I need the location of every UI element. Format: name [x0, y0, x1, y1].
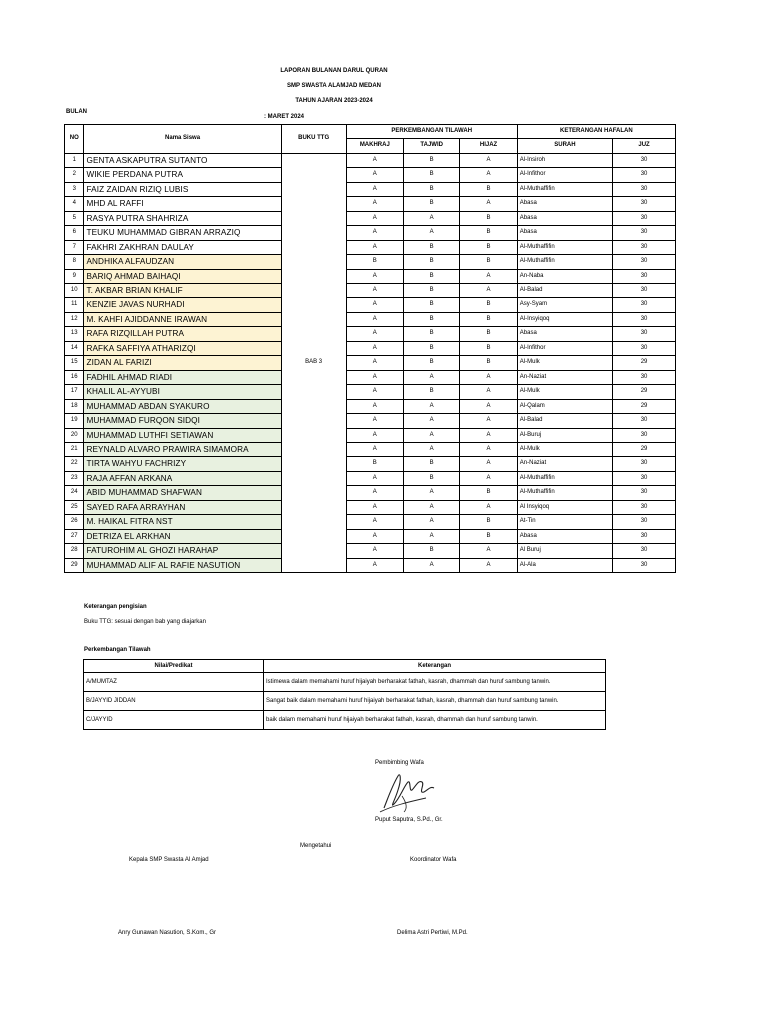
row-number: 2 [65, 168, 84, 182]
row-number: 16 [65, 370, 84, 384]
makhraj-grade: A [346, 414, 403, 428]
makhraj-grade: A [346, 226, 403, 240]
makhraj-grade: A [346, 168, 403, 182]
table-row [65, 255, 676, 269]
table-row [65, 385, 676, 399]
col-ket-header: Keterangan [264, 660, 606, 673]
table-row [65, 399, 676, 413]
tajwid-grade: B [404, 298, 460, 312]
predikat-nilai: C/JAYYID [84, 711, 264, 730]
surah-value: Al-Balad [517, 414, 612, 428]
row-number: 3 [65, 182, 84, 196]
hijaz-grade: B [460, 529, 517, 543]
table-row [65, 370, 676, 384]
makhraj-grade: A [346, 153, 403, 167]
col-nama-header: Nama Siswa [84, 125, 281, 154]
makhraj-grade: A [346, 240, 403, 254]
surah-value: Al-Muthaffifin [517, 182, 612, 196]
row-number: 13 [65, 327, 84, 341]
surah-value: At-Tin [517, 515, 612, 529]
row-number: 19 [65, 414, 84, 428]
row-number: 24 [65, 486, 84, 500]
tajwid-grade: A [404, 515, 460, 529]
tajwid-grade: B [404, 269, 460, 283]
makhraj-grade: A [346, 356, 403, 370]
surah-value: Al Buruj [517, 544, 612, 558]
makhraj-grade: A [346, 197, 403, 211]
student-name: BARIQ AHMAD BAIHAQI [84, 269, 281, 283]
surah-value: Al-Insyiqoq [517, 312, 612, 326]
row-number: 22 [65, 457, 84, 471]
row-number: 28 [65, 544, 84, 558]
hijaz-grade: A [460, 428, 517, 442]
tilawah-heading: Perkembangan Tilawah [84, 647, 151, 653]
pembimbing-label: Pembimbing Wafa [375, 760, 424, 766]
tajwid-grade: A [404, 558, 460, 572]
hijaz-grade: B [460, 255, 517, 269]
title-line-2: SMP SWASTA ALAMJAD MEDAN [286, 83, 381, 89]
makhraj-grade: A [346, 529, 403, 543]
table-row [65, 544, 676, 558]
makhraj-grade: A [346, 385, 403, 399]
table-row [65, 515, 676, 529]
makhraj-grade: A [346, 558, 403, 572]
surah-value: An-Naziat [517, 457, 612, 471]
col-buku-header: BUKU TTG [281, 125, 346, 154]
tajwid-grade: B [404, 197, 460, 211]
predikat-row [84, 711, 606, 730]
table-row [65, 226, 676, 240]
student-name: ZIDAN AL FARIZI [84, 356, 281, 370]
hijaz-grade: A [460, 370, 517, 384]
row-number: 25 [65, 500, 84, 514]
col-no-header: NO [65, 125, 84, 154]
surah-value: Al-Infithor [517, 168, 612, 182]
student-name: FATUROHIM AL GHOZI HARAHAP [84, 544, 281, 558]
tajwid-grade: A [404, 428, 460, 442]
col-makhraj-header: MAKHRAJ [346, 139, 403, 153]
col-hijaz-header: HIJAZ [460, 139, 517, 153]
col-tajwid-header: TAJWID [404, 139, 460, 153]
tajwid-grade: B [404, 327, 460, 341]
hijaz-grade: A [460, 168, 517, 182]
report-table-body [65, 153, 676, 572]
table-row [65, 442, 676, 456]
makhraj-grade: A [346, 544, 403, 558]
student-name: SAYED RAFA ARRAYHAN [84, 500, 281, 514]
row-number: 7 [65, 240, 84, 254]
table-row [65, 356, 676, 370]
hijaz-grade: B [460, 226, 517, 240]
hijaz-grade: A [460, 385, 517, 399]
juz-value: 30 [613, 414, 676, 428]
row-number: 9 [65, 269, 84, 283]
table-row [65, 182, 676, 196]
group-tilawah-header: PERKEMBANGAN TILAWAH [346, 125, 517, 139]
juz-value: 30 [613, 255, 676, 269]
juz-value: 30 [613, 370, 676, 384]
report-table [64, 124, 676, 573]
student-name: MUHAMMAD FURQON SIDQI [84, 414, 281, 428]
juz-value: 30 [613, 515, 676, 529]
hijaz-grade: A [460, 500, 517, 514]
student-name: FAIZ ZAIDAN RIZIQ LUBIS [84, 182, 281, 196]
hijaz-grade: A [460, 153, 517, 167]
student-name: TIRTA WAHYU FACHRIZY [84, 457, 281, 471]
tajwid-grade: A [404, 486, 460, 500]
tajwid-grade: B [404, 341, 460, 355]
tajwid-grade: A [404, 500, 460, 514]
hijaz-grade: A [460, 283, 517, 297]
table-row [65, 312, 676, 326]
table-row [65, 558, 676, 572]
surah-value: An-Naba [517, 269, 612, 283]
row-number: 6 [65, 226, 84, 240]
kepala-name: Anry Gunawan Nasution, S.Kom., Gr [118, 930, 217, 936]
juz-value: 29 [613, 399, 676, 413]
row-number: 14 [65, 341, 84, 355]
student-name: GENTA ASKAPUTRA SUTANTO [84, 153, 281, 167]
notes-heading: Keterangan pengisian [84, 604, 147, 610]
table-row [65, 486, 676, 500]
surah-value: Al-Infithor [517, 341, 612, 355]
surah-value: Abasa [517, 197, 612, 211]
juz-value: 30 [613, 327, 676, 341]
col-surah-header: SURAH [517, 139, 612, 153]
tajwid-grade: A [404, 226, 460, 240]
student-name: T. AKBAR BRIAN KHALIF [84, 283, 281, 297]
juz-value: 30 [613, 341, 676, 355]
surah-value: Abasa [517, 529, 612, 543]
table-row [65, 500, 676, 514]
hijaz-grade: B [460, 356, 517, 370]
surah-value: Al-Mulk [517, 356, 612, 370]
col-nilai-header: Nilai/Predikat [84, 660, 264, 673]
juz-value: 30 [613, 529, 676, 543]
student-name: ANDHIKA ALFAUDZAN [84, 255, 281, 269]
surah-value: Al-Ala [517, 558, 612, 572]
hijaz-grade: B [460, 240, 517, 254]
surah-value: Al-Muthaffifin [517, 255, 612, 269]
predikat-nilai: B/JAYYID JIDDAN [84, 692, 264, 711]
pembimbing-name: Puput Saputra, S.Pd., Gr. [375, 817, 443, 823]
makhraj-grade: A [346, 442, 403, 456]
table-row [65, 529, 676, 543]
bulan-label: BULAN [66, 109, 87, 115]
student-name: MUHAMMAD ALIF AL RAFIE NASUTION [84, 558, 281, 572]
tajwid-grade: B [404, 457, 460, 471]
juz-value: 30 [613, 500, 676, 514]
makhraj-grade: B [346, 457, 403, 471]
table-row [65, 211, 676, 225]
predikat-ket: Istimewa dalam memahami huruf hijaiyah berharakat fathah, kasrah, dhammah dan huruf sambung tanwin. [264, 673, 606, 692]
juz-value: 30 [613, 269, 676, 283]
hijaz-grade: B [460, 486, 517, 500]
tajwid-grade: A [404, 399, 460, 413]
surah-value: Abasa [517, 211, 612, 225]
row-number: 21 [65, 442, 84, 456]
makhraj-grade: A [346, 428, 403, 442]
surah-value: Al-Muthaffifin [517, 486, 612, 500]
row-number: 8 [65, 255, 84, 269]
student-name: TEUKU MUHAMMAD GIBRAN ARRAZIQ [84, 226, 281, 240]
hijaz-grade: B [460, 515, 517, 529]
student-name: M. KAHFI AJIDDANNE IRAWAN [84, 312, 281, 326]
juz-value: 30 [613, 182, 676, 196]
table-row [65, 197, 676, 211]
student-name: RAFKA SAFFIYA ATHARIZQI [84, 341, 281, 355]
koordinator-name: Delima Astri Pertiwi, M.Pd. [397, 930, 468, 936]
row-number: 20 [65, 428, 84, 442]
table-row [65, 341, 676, 355]
row-number: 15 [65, 356, 84, 370]
tajwid-grade: A [404, 442, 460, 456]
surah-value: Al-Mulk [517, 442, 612, 456]
predikat-row [84, 692, 606, 711]
makhraj-grade: A [346, 327, 403, 341]
bulan-value: : MARET 2024 [264, 114, 305, 120]
title-line-3: TAHUN AJARAN 2023-2024 [295, 98, 373, 104]
hijaz-grade: A [460, 558, 517, 572]
student-name: RASYA PUTRA SHAHRIZA [84, 211, 281, 225]
row-number: 23 [65, 471, 84, 485]
buku-ttg-value: BAB 3 [281, 153, 346, 572]
juz-value: 29 [613, 356, 676, 370]
makhraj-grade: A [346, 298, 403, 312]
student-name: KENZIE JAVAS NURHADI [84, 298, 281, 312]
student-name: KHALIL AL-AYYUBI [84, 385, 281, 399]
makhraj-grade: A [346, 500, 403, 514]
hijaz-grade: B [460, 298, 517, 312]
hijaz-grade: A [460, 197, 517, 211]
student-name: RAFA RIZQILLAH PUTRA [84, 327, 281, 341]
surah-value: Al Insyiqoq [517, 500, 612, 514]
tajwid-grade: B [404, 385, 460, 399]
student-name: FADHIL AHMAD RIADI [84, 370, 281, 384]
makhraj-grade: B [346, 255, 403, 269]
student-name: MUHAMMAD ABDAN SYAKURO [84, 399, 281, 413]
tajwid-grade: A [404, 414, 460, 428]
table-row [65, 457, 676, 471]
tajwid-grade: A [404, 211, 460, 225]
tajwid-grade: B [404, 312, 460, 326]
signature-image [378, 768, 448, 816]
makhraj-grade: A [346, 370, 403, 384]
juz-value: 30 [613, 486, 676, 500]
makhraj-grade: A [346, 283, 403, 297]
surah-value: Al-Muthaffifin [517, 240, 612, 254]
predikat-table [83, 659, 606, 730]
student-name: WIKIE PERDANA PUTRA [84, 168, 281, 182]
table-row [65, 471, 676, 485]
title-line-1: LAPORAN BULANAN DARUL QURAN [280, 68, 388, 74]
row-number: 17 [65, 385, 84, 399]
hijaz-grade: B [460, 327, 517, 341]
table-row [65, 283, 676, 297]
row-number: 10 [65, 283, 84, 297]
predikat-body [84, 673, 606, 730]
surah-value: Abasa [517, 327, 612, 341]
tajwid-grade: A [404, 529, 460, 543]
row-number: 5 [65, 211, 84, 225]
mengetahui-label: Mengetahui [300, 843, 332, 849]
row-number: 29 [65, 558, 84, 572]
tajwid-grade: B [404, 356, 460, 370]
hijaz-grade: A [460, 457, 517, 471]
student-name: M. HAIKAL FITRA NST [84, 515, 281, 529]
juz-value: 30 [613, 153, 676, 167]
predikat-ket: baik dalam memahami huruf hijaiyah berharakat fathah, kasrah, dhammah dan huruf sambung tanwin. [264, 711, 606, 730]
makhraj-grade: A [346, 312, 403, 326]
tajwid-grade: B [404, 240, 460, 254]
juz-value: 30 [613, 197, 676, 211]
makhraj-grade: A [346, 182, 403, 196]
surah-value: Abasa [517, 226, 612, 240]
makhraj-grade: A [346, 471, 403, 485]
hijaz-grade: B [460, 312, 517, 326]
group-hafalan-header: KETERANGAN HAFALAN [517, 125, 675, 139]
tajwid-grade: B [404, 544, 460, 558]
tajwid-grade: B [404, 153, 460, 167]
hijaz-grade: B [460, 341, 517, 355]
juz-value: 29 [613, 442, 676, 456]
hijaz-grade: A [460, 414, 517, 428]
makhraj-grade: A [346, 269, 403, 283]
table-row [65, 240, 676, 254]
makhraj-grade: A [346, 211, 403, 225]
surah-value: Al-Qalam [517, 399, 612, 413]
hijaz-grade: A [460, 442, 517, 456]
row-number: 1 [65, 153, 84, 167]
juz-value: 30 [613, 298, 676, 312]
juz-value: 30 [613, 558, 676, 572]
student-name: ABID MUHAMMAD SHAFWAN [84, 486, 281, 500]
student-name: FAKHRI ZAKHRAN DAULAY [84, 240, 281, 254]
predikat-header-row [84, 660, 606, 673]
hijaz-grade: B [460, 182, 517, 196]
juz-value: 30 [613, 312, 676, 326]
tajwid-grade: B [404, 182, 460, 196]
col-juz-header: JUZ [613, 139, 676, 153]
row-number: 11 [65, 298, 84, 312]
student-name: DETRIZA EL ARKHAN [84, 529, 281, 543]
row-number: 12 [65, 312, 84, 326]
table-row [65, 168, 676, 182]
table-row [65, 327, 676, 341]
surah-value: Al-Mulk [517, 385, 612, 399]
student-name: MHD AL RAFFI [84, 197, 281, 211]
tajwid-grade: B [404, 168, 460, 182]
makhraj-grade: A [346, 515, 403, 529]
surah-value: An-Naziat [517, 370, 612, 384]
row-number: 18 [65, 399, 84, 413]
row-number: 27 [65, 529, 84, 543]
predikat-row [84, 673, 606, 692]
juz-value: 30 [613, 211, 676, 225]
hijaz-grade: B [460, 211, 517, 225]
table-row [65, 153, 676, 167]
juz-value: 30 [613, 226, 676, 240]
student-name: RAJA AFFAN ARKANA [84, 471, 281, 485]
header-row-1 [65, 125, 676, 139]
hijaz-grade: A [460, 269, 517, 283]
predikat-ket: Sangat baik dalam memahami huruf hijaiyah berharakat fathah, kasrah, dhammah dan huruf sambung tanwin. [264, 692, 606, 711]
kepala-label: Kepala SMP Swasta Al Amjad [129, 857, 209, 863]
hijaz-grade: A [460, 471, 517, 485]
hijaz-grade: A [460, 399, 517, 413]
tajwid-grade: B [404, 255, 460, 269]
surah-value: Al-Buruj [517, 428, 612, 442]
tajwid-grade: B [404, 471, 460, 485]
table-row [65, 428, 676, 442]
juz-value: 30 [613, 428, 676, 442]
table-row [65, 298, 676, 312]
student-name: MUHAMMAD LUTHFI SETIAWAN [84, 428, 281, 442]
row-number: 4 [65, 197, 84, 211]
juz-value: 30 [613, 457, 676, 471]
predikat-nilai: A/MUMTAZ [84, 673, 264, 692]
row-number: 26 [65, 515, 84, 529]
surah-value: Al-Insiroh [517, 153, 612, 167]
tajwid-grade: B [404, 283, 460, 297]
surah-value: Al-Balad [517, 283, 612, 297]
student-name: REYNALD ALVARO PRAWIRA SIMAMORA [84, 442, 281, 456]
makhraj-grade: A [346, 486, 403, 500]
surah-value: Al-Muthaffifin [517, 471, 612, 485]
surah-value: Asy-Syam [517, 298, 612, 312]
makhraj-grade: A [346, 399, 403, 413]
juz-value: 30 [613, 168, 676, 182]
koordinator-label: Koordinator Wafa [410, 857, 457, 863]
juz-value: 30 [613, 544, 676, 558]
table-row [65, 414, 676, 428]
makhraj-grade: A [346, 341, 403, 355]
buku-note: Buku TTG: sesuai dengan bab yang diajarkan [84, 619, 206, 625]
juz-value: 30 [613, 471, 676, 485]
juz-value: 30 [613, 283, 676, 297]
table-row [65, 269, 676, 283]
hijaz-grade: A [460, 544, 517, 558]
tajwid-grade: A [404, 370, 460, 384]
juz-value: 29 [613, 385, 676, 399]
juz-value: 30 [613, 240, 676, 254]
